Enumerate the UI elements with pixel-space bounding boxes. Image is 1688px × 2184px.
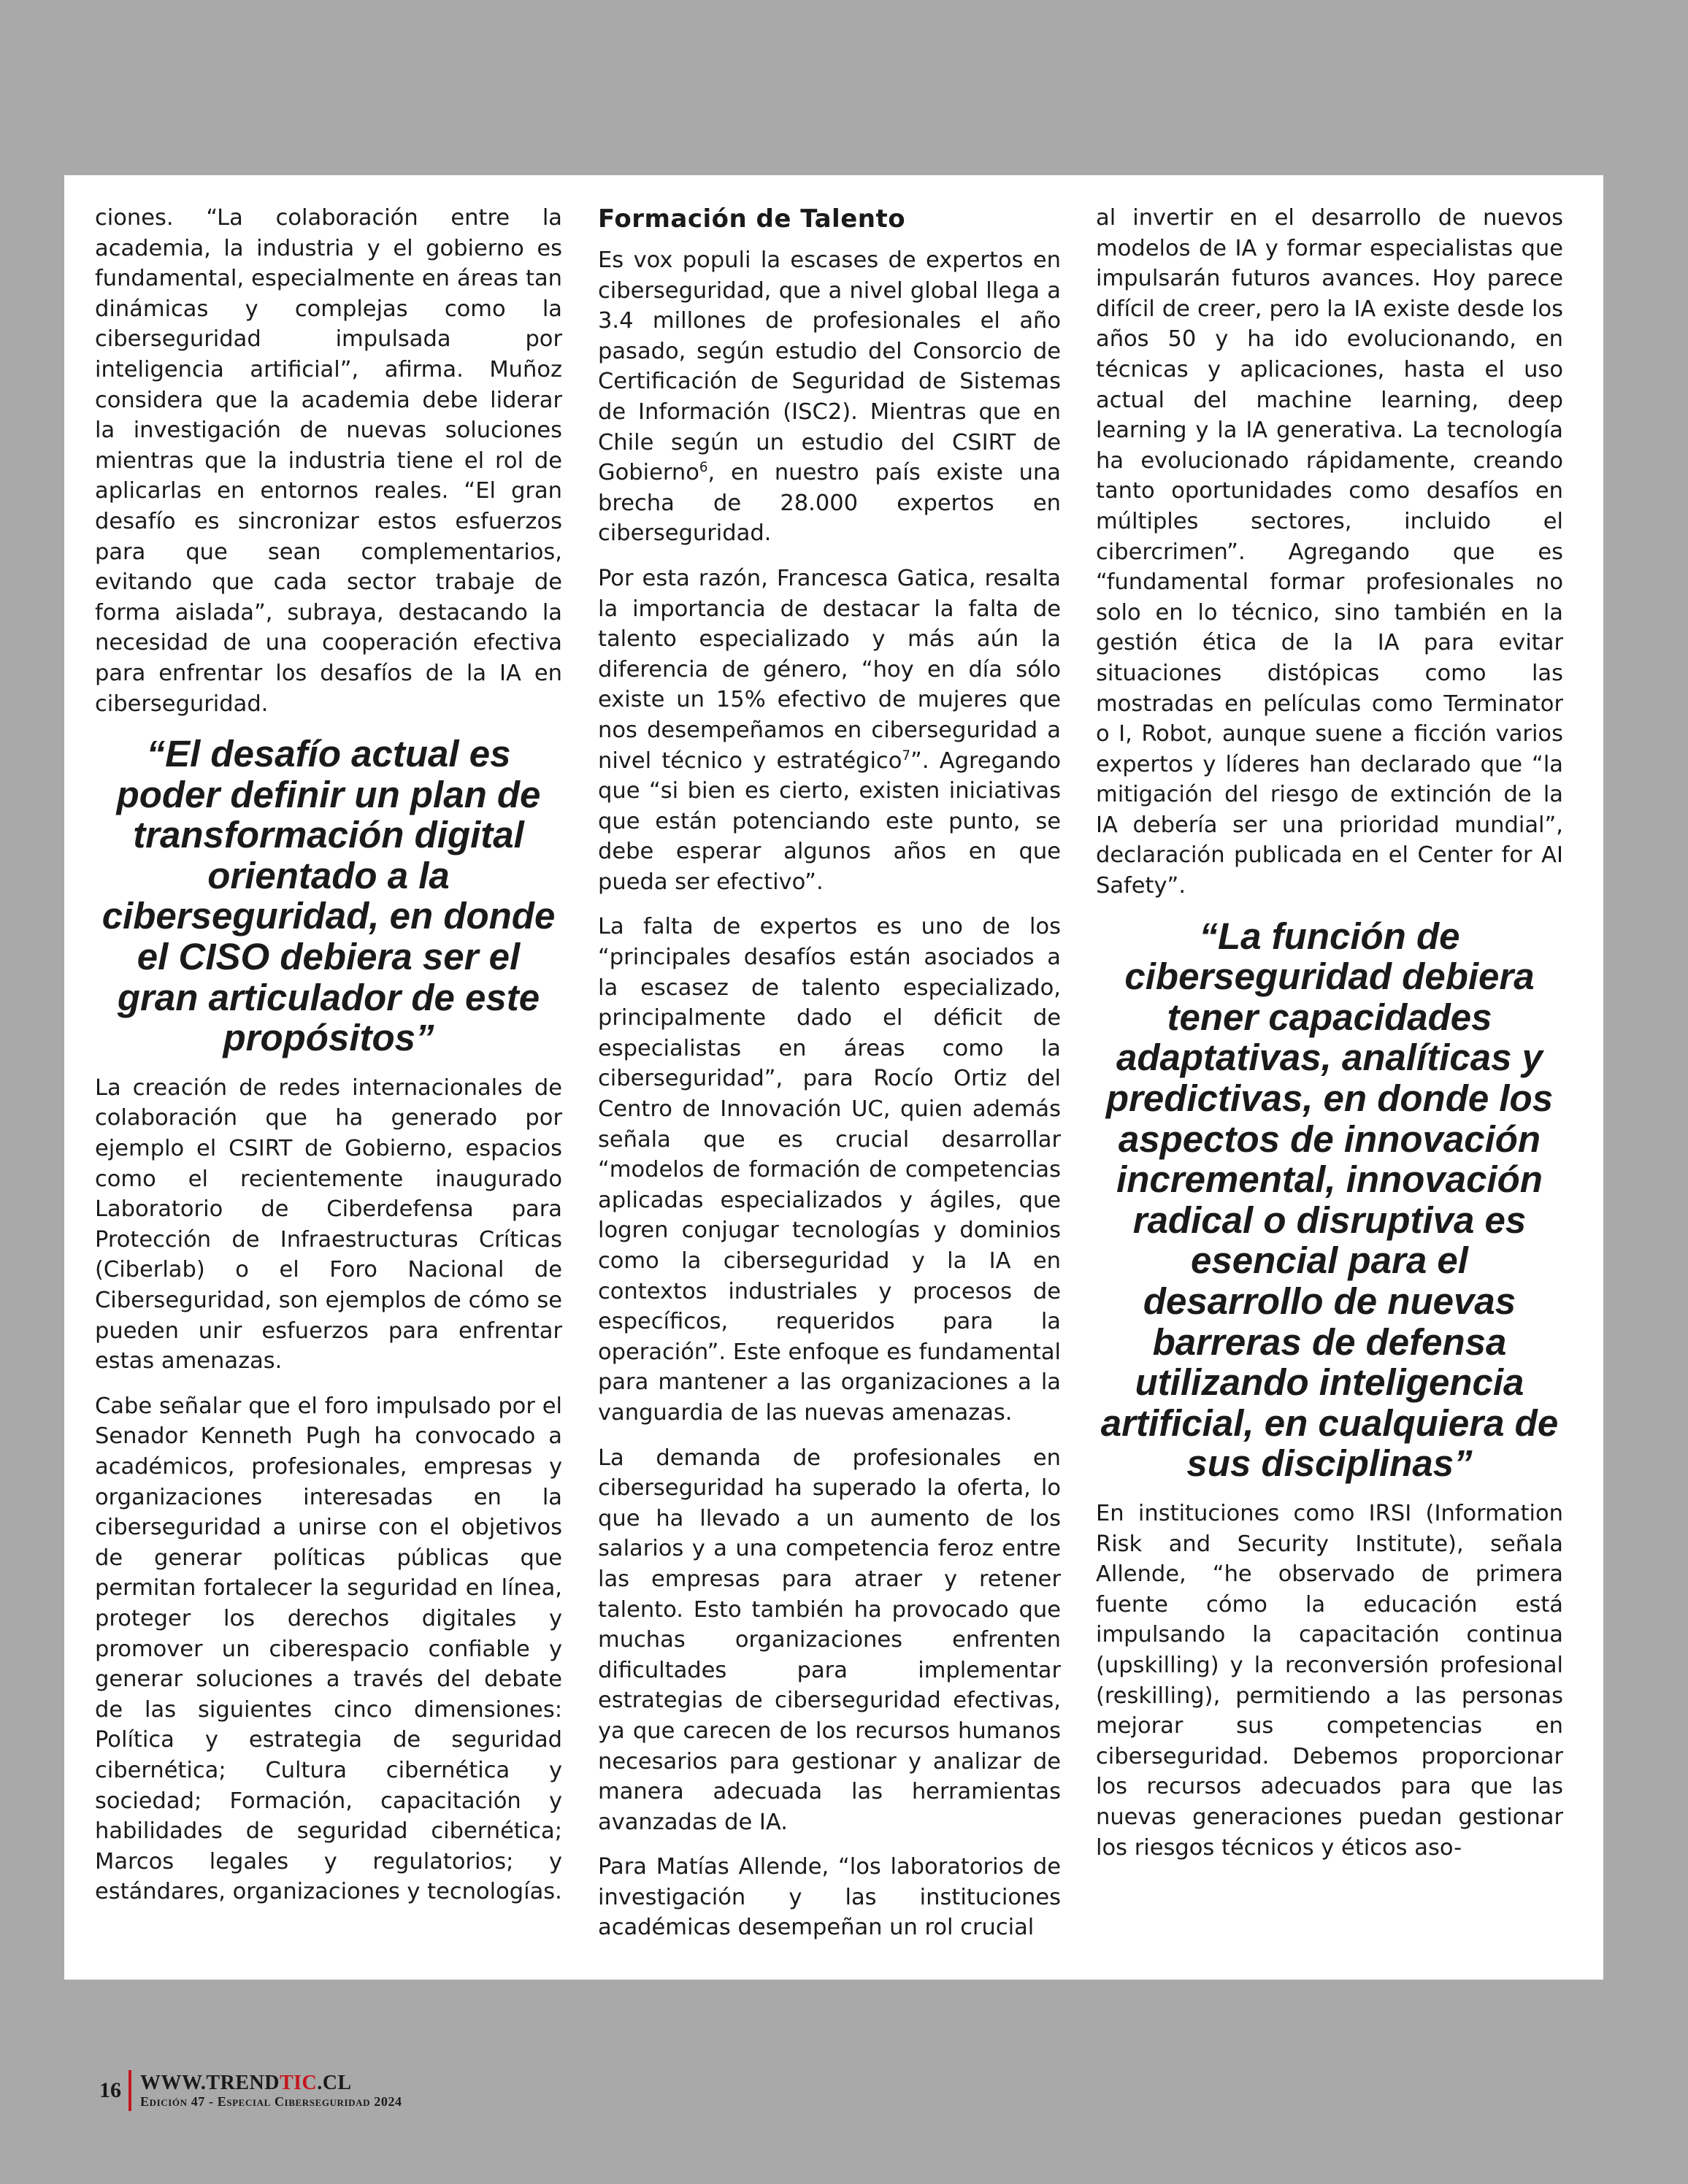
footnote-ref: 6: [699, 460, 708, 475]
page-number: 16: [99, 2078, 121, 2102]
body-paragraph: al invertir en el desarrollo de nuevos modelos de IA y formar especialistas que impulsarán futuros avances. Hoy parece difícil de creer, pero la IA existe desde los años 50 y ha ido evolucionando, en técnicas y aplicaciones, hasta el uso actual del machine learning, deep learning y la IA generativa. La tecnología ha evolucionado rápidamente, creando tanto oportunidades como desafíos en múltiples sectores, incluido el cibercrimen”. Agregando que es “fundamental formar profesionales no solo en lo técnico, sino también en la gestión ética de la IA para evitar situaciones distópicas como las mostradas en películas como Terminator o I, Robot, aunque suene a ficción varios expertos y líderes han declarado que “la mitigación del riesgo de extinción de la IA debería ser una prioridad mundial”, declaración publicada en el Center for AI Safety”.: [1096, 205, 1563, 899]
text-run: Es vox populi la escases de expertos en ciberseguridad, que a nivel global llega a 3.4 millones de profesionales el año pasado, según estudio del Consorcio de Certificación de Seguridad de Sistemas de Información (ISC2). Mientras que en Chile según un estudio del CSIRT de Gobierno: [598, 247, 1061, 486]
footer-divider: [128, 2070, 131, 2111]
site-url-accent: TIC: [279, 2072, 318, 2094]
body-paragraph: La creación de redes internacionales de colaboración que ha generado por ejemplo el CSIRT de Gobierno, espacios como el recientemente inaugurado Laboratorio de Ciberdefensa para Protección de Infraestructuras Críticas (Ciberlab) o el Foro Nacional de Ciberseguridad, son ejemplos de cómo se pueden unir esfuerzos para enfrentar estas amenazas.: [95, 1074, 562, 1374]
section-heading: Formación de Talento: [598, 204, 906, 234]
edition-label: Edición 47 - Especial Ciberseguridad 2024: [140, 2094, 402, 2109]
footnote-ref: 7: [902, 747, 911, 764]
text-run: Por esta razón, Francesca Gatica, resalta la importancia de destacar la falta de talento especializado y más aún la diferencia de género, “hoy en día sólo existe un 15% efectivo de mujeres que nos desempeñamos en ciberseguridad a nivel técnico y estratégico: [598, 565, 1061, 774]
page-footer: [99, 2070, 402, 2111]
body-paragraph: Cabe señalar que el foro impulsado por el Senador Kenneth Pugh ha convocado a académicos, profesionales, empresas y organizaciones interesadas en la ciberseguridad a unirse con el objetivos de generar políticas públicas que permitan fortalecer la seguridad en línea, proteger los derechos digitales y promover un ciberespacio confiable y generar soluciones a través del debate de las siguientes cinco dimensiones: Política y estrategia de seguridad cibernética; Cultura cibernética y sociedad; Formación, capacitación y habilidades de seguridad cibernética; Marcos legales y regulatorios; y estándares, organizaciones y tecnologías.: [95, 1393, 562, 1905]
column-3: [1096, 203, 1563, 1877]
body-paragraph: La falta de expertos es uno de los “principales desafíos están asociados a la escasez de talento especializado, principalmente dado el déficit de especialistas en áreas como la ciberseguridad”, para Rocío Ortiz del Centro de Innovación UC, quien además señala que es crucial desarrollar “modelos de formación de competencias aplicadas especializados y ágiles, que logren conjugar tecnologías y dominios como la ciberseguridad y la IA en contextos industriales y procesos de específicos, requeridos para la operación”. Este enfoque es fundamental para mantener a las organizaciones a la vanguardia de las nuevas amenazas.: [598, 914, 1061, 1426]
column-2: [598, 203, 1061, 1958]
pull-quote: “La función de ciberseguridad debiera tener capacidades adaptativas, analíticas y predictivas, en donde los aspectos de innovación incremental, innovación radical o disruptiva es esencial para el desarrollo de nuevas barreras de defensa utilizando inteligencia artificial, en cualquiera de sus disciplinas”: [1100, 915, 1559, 1485]
site-url-suffix: .CL: [317, 2072, 352, 2094]
text-run: , en nuestro país existe una brecha de 28.000 expertos en ciberseguridad.: [598, 460, 1061, 547]
body-paragraph: ciones. “La colaboración entre la academia, la industria y el gobierno es fundamental, especialmente en áreas tan dinámicas y complejas como la ciberseguridad impulsada por inteligencia artificial”, afirma. Muñoz considera que la academia debe liderar la investigación de nuevas soluciones mientras que la industria tiene el rol de aplicarlas en entornos reales. “El gran desafío es sincronizar estos esfuerzos para que sean complementarios, evitando que cada sector trabaje de forma aislada”, subraya, destacando la necesidad de una cooperación efectiva para enfrentar los desafíos de la IA en ciberseguridad.: [95, 205, 562, 717]
pull-quote: “El desafío actual es poder definir un plan de transformación digital orientado a la ciberseguridad, en donde el CISO debiera ser el gran articulador de este propósitos”: [101, 733, 556, 1059]
body-paragraph: Para Matías Allende, “los laboratorios de investigación y las instituciones académicas desempeñan un rol crucial: [598, 1854, 1061, 1941]
body-paragraph: [598, 564, 1061, 898]
article-page: [64, 175, 1603, 1980]
site-url-prefix: WWW.TREND: [140, 2072, 280, 2094]
body-paragraph: En instituciones como IRSI (Information Risk and Security Institute), señala Allende, “he observado de primera fuente cómo la educación está impulsando la capacitación continua (upskilling) y la reconversión profesional (reskilling), permitiendo a las personas mejorar sus competencias en ciberseguridad. Debemos proporcionar los recursos adecuados para que las nuevas generaciones puedan gestionar los riesgos técnicos y éticos aso-: [1096, 1500, 1563, 1861]
body-paragraph: [598, 245, 1061, 549]
column-1: [95, 203, 562, 1922]
text-run: ”. Agregando que “si bien es cierto, existen iniciativas que están potenciando este punto, se debe esperar algunos años en que pueda ser efectivo”.: [598, 747, 1061, 895]
footer-branding: [140, 2072, 402, 2109]
body-paragraph: La demanda de profesionales en ciberseguridad ha superado la oferta, lo que ha llevado a un aumento de los salarios y a una competencia feroz entre las empresas para atraer y retener talento. Esto también ha provocado que muchas organizaciones enfrenten dificultades para implementar estrategias de ciberseguridad efectivas, ya que carecen de los recursos humanos necesarios para gestionar y analizar de manera adecuada las herramientas avanzadas de IA.: [598, 1445, 1061, 1835]
site-url: [140, 2072, 402, 2094]
